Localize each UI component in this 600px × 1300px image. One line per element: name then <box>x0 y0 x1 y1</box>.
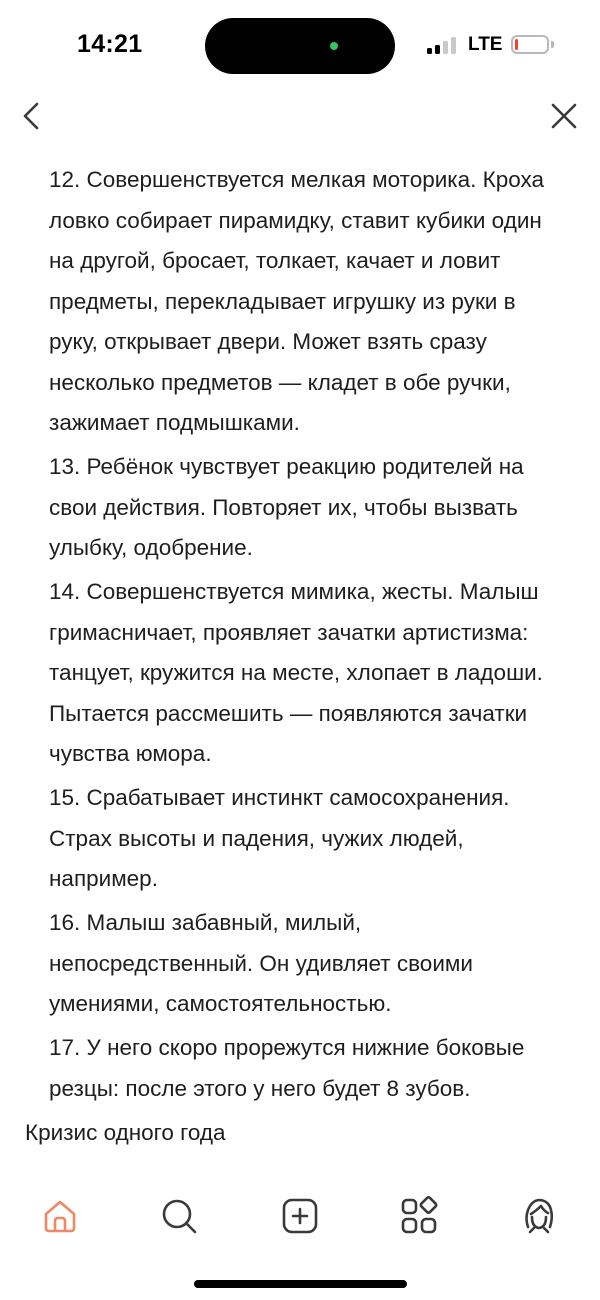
tab-add[interactable] <box>272 1188 328 1244</box>
chevron-left-icon <box>21 101 43 131</box>
battery-icon <box>511 35 549 54</box>
article-body <box>0 150 600 1154</box>
tab-bar <box>0 1172 600 1300</box>
nav-bar <box>0 92 600 140</box>
tab-home[interactable] <box>32 1188 88 1244</box>
home-icon <box>40 1196 80 1236</box>
cut-off-heading: Кризис одного года <box>25 1120 226 1145</box>
article-paragraph: 14. Совершенствуется мимика, жесты. Малыш гримасничает, проявляет зачатки артистизма: танцует, кружится на месте, хлопает в ладоши. Пытается рассмешить — появляются зачатки чувства юмора. <box>49 579 543 766</box>
article-paragraph: 16. Малыш забавный, милый, непосредственный. Он удивляет своими умениями, самостоятельностью. <box>49 910 473 1016</box>
services-icon <box>399 1196 439 1236</box>
tab-services[interactable] <box>391 1188 447 1244</box>
signal-bar <box>427 48 432 54</box>
battery-cap <box>551 41 554 48</box>
status-time: 14:21 <box>77 30 143 58</box>
search-icon <box>159 1196 199 1236</box>
signal-strength-icon <box>427 36 459 54</box>
battery-level <box>515 39 518 50</box>
profile-icon <box>519 1196 559 1236</box>
close-button[interactable] <box>540 92 588 140</box>
article-paragraph: 15. Срабатывает инстинкт самосохранения. Страх высоты и падения, чужих людей, например. <box>49 785 510 891</box>
tab-profile[interactable] <box>511 1188 567 1244</box>
signal-bar <box>451 37 456 54</box>
article-paragraph: 13. Ребёнок чувствует реакцию родителей на свои действия. Повторяет их, чтобы вызвать улыбку, одобрение. <box>49 454 524 560</box>
signal-bar <box>435 45 440 54</box>
article-paragraph: 17. У него скоро прорежутся нижние боковые резцы: после этого у него будет 8 зубов. <box>49 1035 525 1101</box>
status-bar <box>0 0 600 92</box>
home-indicator[interactable] <box>194 1280 407 1288</box>
close-icon <box>550 102 578 130</box>
back-button[interactable] <box>8 92 56 140</box>
tab-search[interactable] <box>151 1188 207 1244</box>
dynamic-island <box>205 18 395 74</box>
network-type: LTE <box>468 34 503 55</box>
article-paragraph: 12. Совершенствуется мелкая моторика. Кроха ловко собирает пирамидку, ставит кубики один на другой, бросает, толкает, качает и ловит предметы, перекладывает игрушку из руки в руку, открывает двери. Может взять сразу несколько предметов — кладет в обе ручки, зажимает подмышками. <box>49 167 545 435</box>
signal-bar <box>443 41 448 54</box>
add-icon <box>280 1196 320 1236</box>
camera-indicator-dot <box>330 42 338 50</box>
article-content[interactable] <box>0 150 600 1172</box>
